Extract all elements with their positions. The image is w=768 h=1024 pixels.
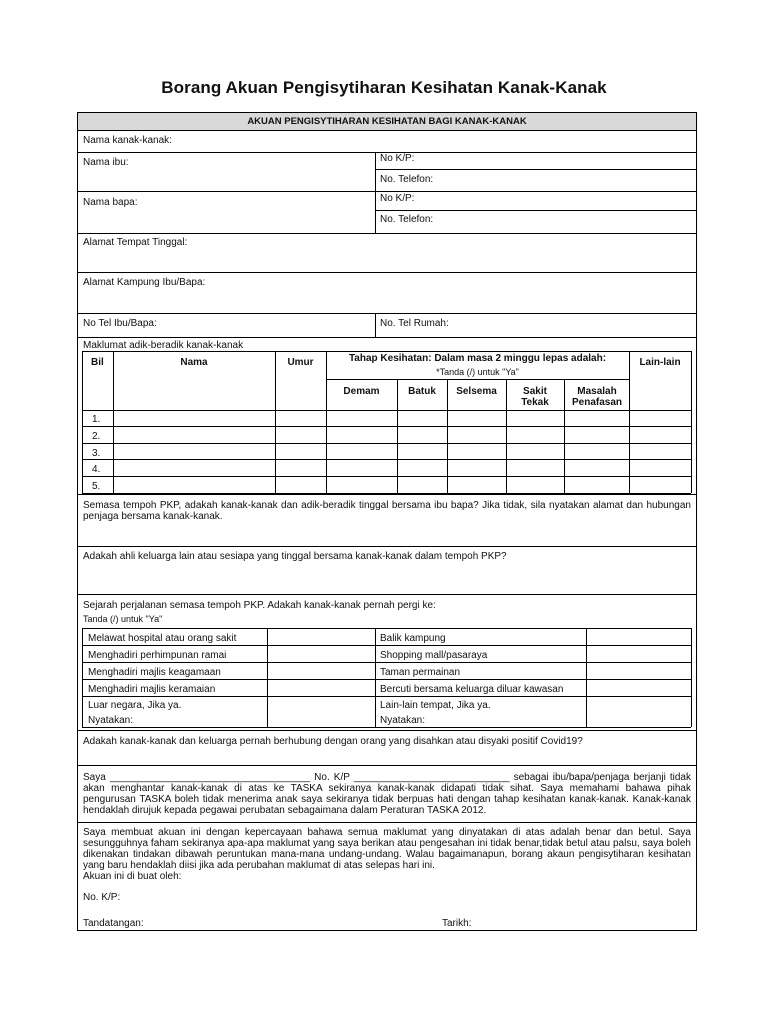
travel-option-gathering: Menghadiri perhimpunan ramai <box>88 650 227 661</box>
col-batuk: Batuk <box>408 386 436 397</box>
mother-name-label: Nama ibu: <box>83 157 129 168</box>
home-phone-label: No. Tel Rumah: <box>380 318 449 329</box>
row-number: 1. <box>92 414 101 425</box>
parent-phone-label: No Tel Ibu/Bapa: <box>83 318 157 329</box>
village-address-label: Alamat Kampung Ibu/Bapa: <box>83 277 206 288</box>
row-number: 2. <box>92 431 101 442</box>
row-number: 3. <box>92 448 101 459</box>
declaration-text: Saya membuat akuan ini dengan kepercayaan bahawa semua maklumat yang dinyatakan di atas adalah benar dan betul. Saya sesungguhnya faham sekiranya apa-apa maklumat yang saya berikan atau pengesahan ini tidak benar,tidak betul atau palsu, saya boleh dikenakan tindakan dibawah peruntukan mana-mana undang-undang. Walau bagaimanapun, borang akaun pengisytiharan kesihatan yang baru hendaklah diisi jika ada perubahan maklumat di atas selepas hari ini. <box>83 827 691 871</box>
form-header: AKUAN PENGISYTIHARAN KESIHATAN BAGI KANAK-KANAK <box>78 113 696 131</box>
siblings-label: Maklumat adik-beradik kanak-kanak <box>83 340 244 351</box>
row-number: 5. <box>92 481 101 492</box>
travel-option-holiday: Bercuti bersama keluarga diluar kawasan <box>380 684 564 695</box>
father-ic-label: No K/P: <box>380 193 415 204</box>
guardian-statement: Saya ____________________________________ No. K/P ____________________________ sebagai ibu/bapa/penjaga berjanji tidak akan menghantar kanak-kanak di atas ke TASKA sekiranya kanak-kanak didapati tidak sihat. Saya memahami bahawa pihak pengurusan TASKA boleh tidak menerima anak saya sekiranya tidak berpuas hati dengan tahap kesihatan kanak-kanak. Kanak-kanak hendaklah dirujuk kepada pegawai perubatan sebagaimana dalam Peraturan TASKA 2012. <box>83 772 691 816</box>
travel-option-religious: Menghadiri majlis keagamaan <box>88 667 221 678</box>
col-nama: Nama <box>180 357 208 368</box>
signature-label: Tandatangan: <box>83 918 144 929</box>
travel-option-playground: Taman permainan <box>380 667 461 678</box>
father-phone-label: No. Telefon: <box>380 214 434 225</box>
page-title: Borang Akuan Pengisytiharan Kesihatan Kanak-Kanak <box>161 78 607 97</box>
col-selsema: Selsema <box>456 386 497 397</box>
travel-abroad-specify: Nyatakan: <box>88 715 134 726</box>
home-address-label: Alamat Tempat Tinggal: <box>83 237 188 248</box>
question-covid: Adakah kanak-kanak dan keluarga pernah berhubung dengan orang yang disahkan atau disyaki positif Covid19? <box>83 736 583 747</box>
col-demam: Demam <box>343 386 380 397</box>
col-masalah-penafasan: Masalah Penafasan <box>571 386 623 408</box>
health-tick-note: *Tanda (/) untuk "Ya" <box>436 367 519 377</box>
travel-option-other: Lain-lain tempat, Jika ya. <box>380 700 491 711</box>
col-lain-lain: Lain-lain <box>639 357 681 368</box>
question-household: Adakah ahli keluarga lain atau sesiapa yang tinggal bersama kanak-kanak dalam tempoh PKP? <box>83 551 507 562</box>
travel-option-festive: Menghadiri majlis keramaian <box>88 684 216 695</box>
health-title: Tahap Kesihatan: Dalam masa 2 minggu lepas adalah: <box>348 353 607 364</box>
col-sakit-tekak: Sakit Tekak <box>521 386 549 408</box>
col-bil: Bil <box>91 357 104 368</box>
date-label: Tarikh: <box>442 918 472 929</box>
mother-ic-label: No K/P: <box>380 153 415 164</box>
travel-other-specify: Nyatakan: <box>380 715 426 726</box>
declared-by-label: Akuan ini di buat oleh: <box>83 871 182 882</box>
travel-option-mall: Shopping mall/pasaraya <box>380 650 488 661</box>
child-name-label: Nama kanak-kanak: <box>83 135 172 146</box>
father-name-label: Nama bapa: <box>83 197 138 208</box>
travel-option-abroad: Luar negara, Jika ya. <box>88 700 182 711</box>
col-umur: Umur <box>287 357 314 368</box>
travel-tick-note: Tanda (/) untuk "Ya" <box>83 614 163 624</box>
travel-question: Sejarah perjalanan semasa tempoh PKP. Adakah kanak-kanak pernah pergi ke: <box>83 600 436 611</box>
travel-option-village: Balik kampung <box>380 633 446 644</box>
declaration-form <box>77 112 697 931</box>
question-pkp: Semasa tempoh PKP, adakah kanak-kanak dan adik-beradik tinggal bersama ibu bapa? Jika tidak, sila nyatakan alamat dan hubungan penjaga bersama kanak-kanak. <box>83 500 691 522</box>
mother-phone-label: No. Telefon: <box>380 174 434 185</box>
row-number: 4. <box>92 464 101 475</box>
signer-ic-label: No. K/P: <box>83 892 121 903</box>
travel-option-hospital: Melawat hospital atau orang sakit <box>88 633 237 644</box>
